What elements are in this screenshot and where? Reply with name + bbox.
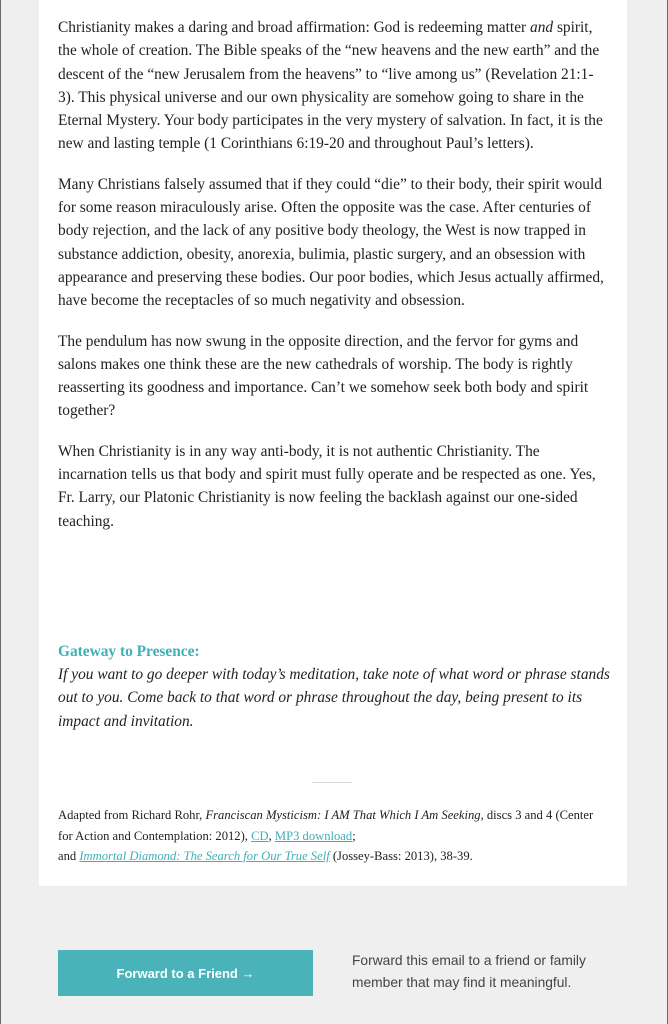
gateway-title: Gateway to Presence:	[58, 643, 200, 660]
citation-comma: ,	[268, 828, 275, 843]
cd-link[interactable]: CD	[251, 828, 269, 843]
citation-semicolon: ;	[352, 828, 356, 843]
article-body	[58, 16, 610, 550]
source-citation	[58, 805, 610, 867]
paragraph-1	[58, 16, 610, 156]
paragraph-4: When Christianity is in any way anti-body, it is not authentic Christianity. The incarnation tells us that body and spirit must fully operate and be respected as one. Yes, Fr. Larry, our Platonic Christianity is now feeling the backlash against our one-sided teaching.	[58, 442, 596, 530]
citation-details: discs 3 and 4 (Center for Action and Contemplation: 2012),	[58, 808, 594, 843]
forward-to-friend-button[interactable]: Forward to a Friend →	[58, 950, 313, 996]
forward-description: Forward this email to a friend or family member that may find it meaningful.	[352, 953, 586, 990]
paragraph-1-text-b: spirit, the whole of creation. The Bible speaks of the “new heavens and the new earth” and the descent of the “new Jerusalem from the heavens” to “live among us” (Revelation 21:1-3). This physical universe and our own physicality are somehow going to share in the Eternal Mystery. Your body participates in the very mystery of salvation. In fact, it is the new and lasting temple (1 Corinthians 6:19-20 and throughout Paul’s letters).	[58, 19, 603, 153]
gateway-section	[58, 640, 610, 733]
paragraph-1-text-a: Christianity makes a daring and broad affirmation: God is redeeming matter	[58, 19, 530, 36]
paragraph-1-emphasis: and	[530, 19, 554, 36]
article-card	[39, 0, 627, 886]
paragraph-3: The pendulum has now swung in the opposite direction, and the fervor for gyms and salons makes one think these are the new cathedrals of worship. The body is rightly reasserting its goodness and importance. Can’t we somehow seek both body and spirit together?	[58, 332, 589, 420]
mp3-download-link[interactable]: MP3 download	[274, 828, 353, 843]
paragraph-2: Many Christians falsely assumed that if they could “die” to their body, their spirit would for some reason miraculously arise. Often the opposite was the case. After centuries of body rejection, and the lack of any positive body theology, the West is now trapped in substance addiction, obesity, anorexia, bulimia, plastic surgery, and an obsession with appearance and preserving these bodies. Our poor bodies, which Jesus actually affirmed, have become the receptacles of so much negativity and obsession.	[58, 175, 604, 310]
divider	[312, 782, 352, 783]
citation-prefix: Adapted from Richard Rohr,	[58, 808, 206, 822]
citation-and: and	[58, 849, 80, 863]
gateway-body: If you want to go deeper with today’s meditation, take note of what word or phrase stands out to you. Come back to that word or phrase throughout the day, being present to its impact and invitation.	[58, 666, 610, 730]
citation-book-title: Franciscan Mysticism: I AM That Which I Am Seeking,	[205, 808, 484, 822]
immortal-diamond-link[interactable]: Immortal Diamond: The Search for Our True Self	[79, 849, 330, 863]
citation-suffix: (Jossey-Bass: 2013), 38-39.	[329, 849, 473, 863]
